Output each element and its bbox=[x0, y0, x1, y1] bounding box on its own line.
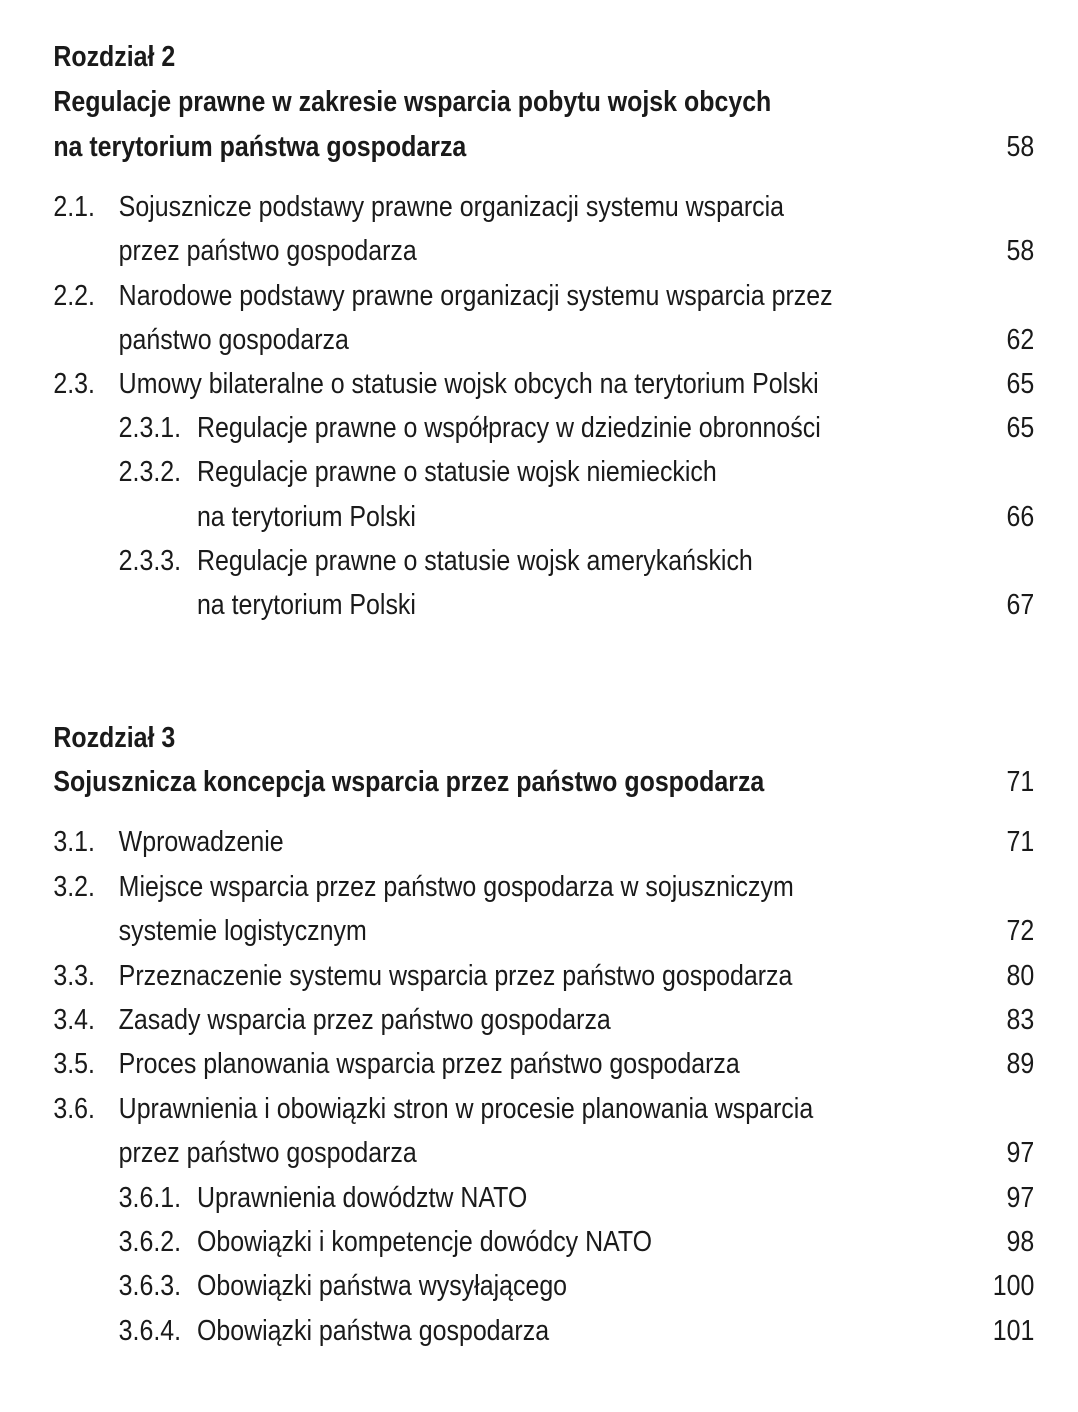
toc-entry-title: Wprowadzenie bbox=[118, 826, 284, 858]
chapter-2-page-number: 58 bbox=[1006, 131, 1034, 163]
toc-entry-title-cont: systemie logistycznym bbox=[118, 915, 367, 947]
toc-entry-page: 80 bbox=[1006, 960, 1034, 992]
toc-entry-title: Uprawnienia i obowiązki stron w procesie planowania wsparcia bbox=[118, 1093, 814, 1125]
chapter-2-title-cont: na terytorium państwa gospodarza bbox=[53, 131, 467, 163]
toc-entry-page: 98 bbox=[1006, 1226, 1034, 1258]
toc-entry-continuation bbox=[0, 229, 927, 273]
toc-entry bbox=[0, 1042, 927, 1086]
toc-entry-number: 2.3.2. bbox=[118, 456, 182, 488]
toc-entry-title: Regulacje prawne o statusie wojsk niemieckich bbox=[196, 456, 717, 488]
toc-entry-title: Miejsce wsparcia przez państwo gospodarza w sojuszniczym bbox=[118, 871, 794, 903]
toc-entry-title: Sojusznicze podstawy prawne organizacji systemu wsparcia bbox=[118, 191, 785, 223]
toc-entry-title-cont: przez państwo gospodarza bbox=[118, 1137, 417, 1169]
toc-entry-page: 97 bbox=[1006, 1137, 1034, 1169]
toc-entry-continuation bbox=[0, 495, 927, 539]
toc-entry-title: Obowiązki i kompetencje dowódcy NATO bbox=[196, 1226, 653, 1258]
toc-entry-title: Obowiązki państwa wysyłającego bbox=[196, 1270, 568, 1302]
toc-entry bbox=[0, 954, 927, 998]
toc-entry-title: Proces planowania wsparcia przez państwo gospodarza bbox=[118, 1048, 740, 1080]
toc-entry-title-cont: przez państwo gospodarza bbox=[118, 235, 417, 267]
toc-entry-number: 3.5. bbox=[53, 1048, 95, 1080]
toc-entry-page: 71 bbox=[1006, 826, 1034, 858]
toc-entry-page: 67 bbox=[1006, 589, 1034, 621]
toc-entry-title: Regulacje prawne o statusie wojsk amerykańskich bbox=[196, 545, 753, 577]
toc-entry-page: 97 bbox=[1006, 1182, 1034, 1214]
chapter-2-title-line-1 bbox=[0, 80, 927, 124]
toc-entry-continuation bbox=[0, 909, 927, 953]
toc-subentry bbox=[0, 1220, 927, 1264]
toc-entry-number: 3.3. bbox=[53, 960, 95, 992]
toc-entry-page: 89 bbox=[1006, 1048, 1034, 1080]
chapter-3-label: Rozdział 3 bbox=[53, 722, 176, 754]
toc-entry-number: 3.6. bbox=[53, 1093, 95, 1125]
chapter-2-label: Rozdział 2 bbox=[53, 41, 176, 73]
toc-entry-page: 65 bbox=[1006, 412, 1034, 444]
toc-entry-page: 72 bbox=[1006, 915, 1034, 947]
chapter-2-label-line bbox=[0, 35, 927, 79]
chapter-3-title: Sojusznicza koncepcja wsparcia przez państwo gospodarza bbox=[53, 766, 765, 798]
chapter-2-title: Regulacje prawne w zakresie wsparcia pobytu wojsk obcych bbox=[53, 86, 772, 118]
chapter-2-title-line-2 bbox=[0, 125, 927, 169]
toc-entry bbox=[0, 274, 927, 318]
toc-entry-number: 3.6.3. bbox=[118, 1270, 182, 1302]
toc-entry-title: Umowy bilateralne o statusie wojsk obcych na terytorium Polski bbox=[118, 368, 819, 400]
toc-subentry bbox=[0, 1176, 927, 1220]
toc-entry-page: 58 bbox=[1006, 235, 1034, 267]
toc-entry-title: Regulacje prawne o współpracy w dziedzinie obronności bbox=[196, 412, 821, 444]
toc-entry bbox=[0, 185, 927, 229]
toc-entry-number: 2.3.1. bbox=[118, 412, 182, 444]
chapter-3-page-number: 71 bbox=[1006, 766, 1034, 798]
toc-entry-page: 66 bbox=[1006, 501, 1034, 533]
toc-entry-page: 62 bbox=[1006, 324, 1034, 356]
toc-entry-title-cont: państwo gospodarza bbox=[118, 324, 349, 356]
toc-entry-number: 3.2. bbox=[53, 871, 95, 903]
toc-entry-number: 2.3.3. bbox=[118, 545, 182, 577]
toc-entry-title: Obowiązki państwa gospodarza bbox=[196, 1315, 550, 1347]
toc-entry-number: 2.3. bbox=[53, 368, 95, 400]
toc-entry-page: 100 bbox=[992, 1270, 1034, 1302]
toc-entry-page: 65 bbox=[1006, 368, 1034, 400]
toc-entry-number: 3.6.1. bbox=[118, 1182, 182, 1214]
toc-entry bbox=[0, 820, 927, 864]
toc-subentry bbox=[0, 1309, 927, 1353]
toc-entry-number: 3.6.2. bbox=[118, 1226, 182, 1258]
toc-entry bbox=[0, 998, 927, 1042]
toc-entry-continuation bbox=[0, 318, 927, 362]
toc-subentry bbox=[0, 539, 927, 583]
toc-entry bbox=[0, 362, 927, 406]
toc-entry-title: Zasady wsparcia przez państwo gospodarza bbox=[118, 1004, 611, 1036]
toc-entry bbox=[0, 1087, 927, 1131]
toc-entry-title-cont: na terytorium Polski bbox=[196, 589, 416, 621]
toc-entry-number: 2.2. bbox=[53, 280, 95, 312]
toc-entry-number: 3.1. bbox=[53, 826, 95, 858]
chapter-3-label-line bbox=[0, 716, 927, 760]
toc-entry-page: 83 bbox=[1006, 1004, 1034, 1036]
toc-entry-page: 101 bbox=[992, 1315, 1034, 1347]
toc-subentry bbox=[0, 406, 927, 450]
toc-entry-number: 2.1. bbox=[53, 191, 95, 223]
toc-entry-continuation bbox=[0, 583, 927, 627]
toc-entry-title: Uprawnienia dowództw NATO bbox=[196, 1182, 528, 1214]
toc-entry-number: 3.4. bbox=[53, 1004, 95, 1036]
chapter-3-title-line-1 bbox=[0, 760, 927, 804]
toc-subentry bbox=[0, 1264, 927, 1308]
toc-subentry bbox=[0, 450, 927, 494]
toc-entry-number: 3.6.4. bbox=[118, 1315, 182, 1347]
toc-entry-title: Narodowe podstawy prawne organizacji systemu wsparcia przez bbox=[118, 280, 833, 312]
toc-entry-title: Przeznaczenie systemu wsparcia przez państwo gospodarza bbox=[118, 960, 793, 992]
toc-entry-title-cont: na terytorium Polski bbox=[196, 501, 416, 533]
toc-entry bbox=[0, 865, 927, 909]
toc-entry-continuation bbox=[0, 1131, 927, 1175]
